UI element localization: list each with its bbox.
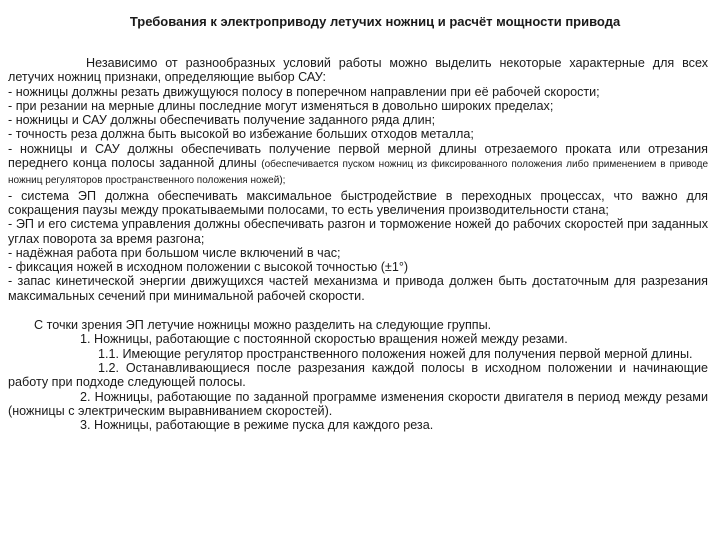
bullet-dash: - — [8, 217, 13, 232]
group-item: 1.1. Имеющие регулятор пространственного положения ножей для получения первой мерной длины. — [98, 346, 693, 361]
bullet-dash: - — [8, 274, 13, 289]
bullet-dash: - — [8, 188, 13, 203]
page-title: Требования к электроприводу летучих ножниц и расчёт мощности привода — [129, 14, 621, 29]
group-item: 1.2. Останавливающиеся после разрезания каждой полосы в исходном положении и начинающие работу при подходе следующей полосы. — [8, 360, 708, 390]
bullet-dash: - — [8, 127, 13, 142]
list-item: - ножницы должны резать движущуюся полосу в поперечном направлении при её рабочей скорости; — [8, 84, 600, 99]
bullet-dash: - — [8, 141, 13, 156]
footnote-text: (обеспечивается пуском ножниц из фиксированного положения либо применением в приводе ножниц регуляторов пространственного положения ножей); — [8, 159, 709, 187]
list-item: - система ЭП должна обеспечивать максимальное быстродействие в переходных процессах, что важно для сокращения паузы между прокатываемыми полосами, то есть увеличения производительности стана; — [8, 188, 708, 217]
document-body — [8, 56, 708, 432]
groups-intro: С точки зрения ЭП летучие ножницы можно разделить на следующие группы. — [34, 318, 492, 333]
list-item: - ножницы и САУ должны обеспечивать получение первой мерной длины отрезаемого проката или отрезания переднего конца полосы заданной длины (обеспечивается пуском ножниц из фиксированного положения либо применением в приводе ножниц регуляторов пространственного положения ножей); — [8, 141, 709, 187]
bullet-dash: - — [8, 84, 13, 99]
intro-paragraph: Независимо от разнообразных условий работы можно выделить некоторые характерные для всех летучих ножниц признаки, определяющие выбор САУ: — [8, 56, 708, 85]
bullet-dash: - — [8, 260, 13, 275]
list-item: - запас кинетической энергии движущихся частей механизма и привода должен быть достаточным для разрезания максимальных сечений при минимальной рабочей скорости. — [8, 274, 709, 303]
bullet-dash: - — [8, 113, 13, 128]
bullet-dash: - — [8, 98, 13, 113]
bullet-dash: - — [8, 245, 13, 260]
group-item: 3. Ножницы, работающие в режиме пуска для каждого реза. — [80, 418, 434, 433]
list-item: - точность реза должна быть высокой во избежание больших отходов металла; — [8, 127, 474, 142]
list-item: - ЭП и его система управления должны обеспечивать разгон и торможение ножей до рабочих скоростей при заданных углах поворота за время разгона; — [8, 217, 708, 246]
list-item: - при резании на мерные длины последние могут изменяться в довольно широких пределах; — [8, 98, 554, 113]
list-item: - ножницы и САУ должны обеспечивать получение заданного ряда длин; — [8, 113, 436, 128]
list-item: - надёжная работа при большом числе включений в час; — [8, 245, 341, 260]
group-item: 1. Ножницы, работающие с постоянной скоростью вращения ножей между резами. — [80, 332, 568, 347]
group-item: 2. Ножницы, работающие по заданной программе изменения скорости двигателя в период между резами (ножницы с электрическим выравниванием скоростей). — [8, 389, 708, 418]
list-item: - фиксация ножей в исходном положении с высокой точностью (±1°) — [8, 260, 409, 275]
